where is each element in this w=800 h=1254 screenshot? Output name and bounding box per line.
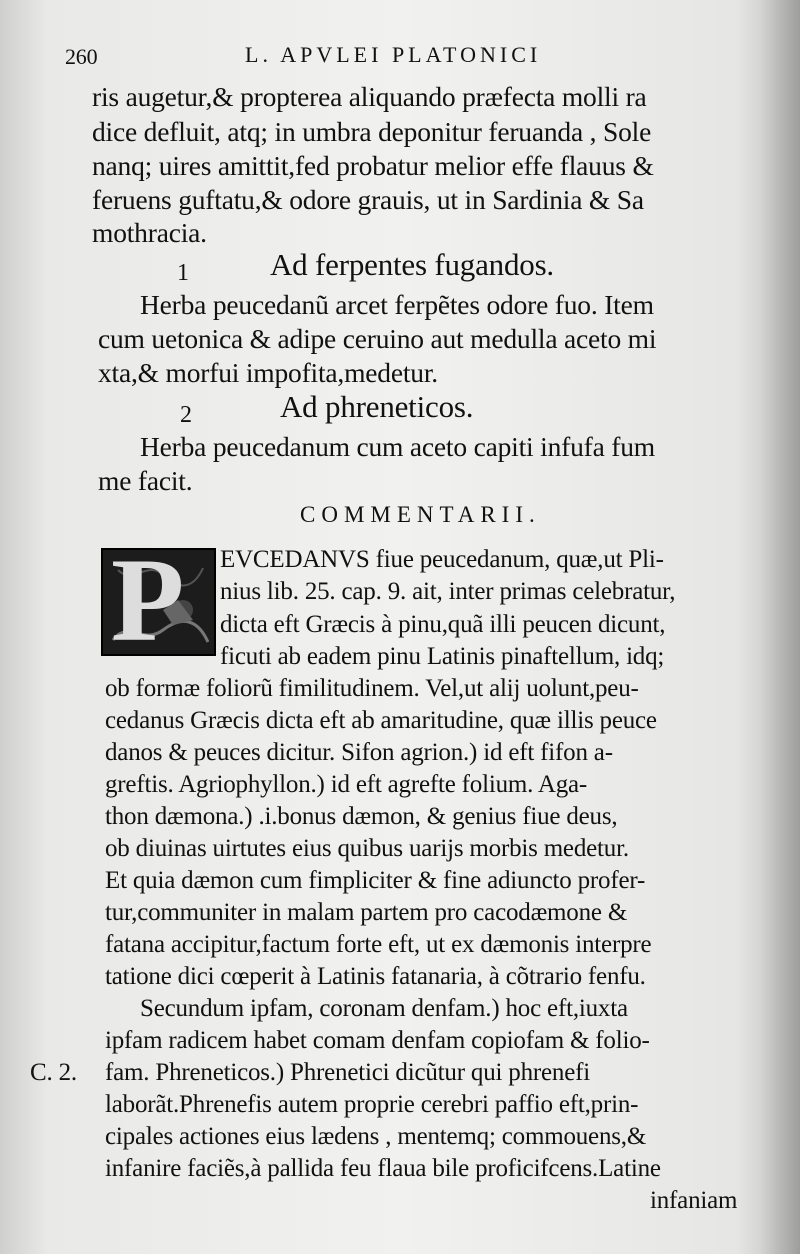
body-line: ficuti ab eadem pinu Latinis pinaftellum, idq; xyxy=(220,643,665,670)
body-line: tatione dici cœperit à Latinis fatanaria, à cõtrario fenfu. xyxy=(105,963,646,990)
section-number: 2 xyxy=(180,402,192,428)
body-line: Herba peucedanũ arcet ferpẽtes odore fuo. Item xyxy=(140,289,654,320)
body-line: cedanus Græcis dicta eft ab amaritudine, quæ illis peuce xyxy=(105,707,657,734)
body-line: infanire faciẽs,à pallida feu flaua bile proficifcens.Latine xyxy=(105,1155,661,1182)
body-line: greftis. Agriophyllon.) id eft agrefte folium. Aga- xyxy=(105,771,588,798)
body-line: nius lib. 25. cap. 9. ait, inter primas celebratur, xyxy=(220,578,676,605)
body-line: fam. Phreneticos.) Phrenetici dicũtur qui phrenefi xyxy=(105,1059,590,1086)
body-line: cipales actiones eius lædens , mentemq; commouens,& xyxy=(105,1123,647,1150)
section-number: 1 xyxy=(177,260,189,286)
body-line: Secundum ipfam, coronam denfam.) hoc eft,iuxta xyxy=(140,995,628,1022)
body-line: nanq; uires amittit,fed probatur melior effe flauus & xyxy=(92,150,654,181)
body-line: Herba peucedanum cum aceto capiti infufa fum xyxy=(140,431,655,462)
body-line: dice defluit, atq; in umbra deponitur feruanda , Sole xyxy=(92,116,652,147)
body-line: feruens guftatu,& odore grauis, ut in Sardinia & Sa xyxy=(92,184,644,215)
body-line: ob diuinas uirtutes eius quibus uarijs morbis medetur. xyxy=(105,835,629,862)
decorated-initial xyxy=(101,548,216,656)
body-line: Et quia dæmon cum fimpliciter & fine adiuncto profer- xyxy=(105,867,646,894)
body-line: cum uetonica & adipe ceruino aut medulla aceto mi xyxy=(98,323,657,354)
body-line: xta,& morfui impofita,medetur. xyxy=(98,357,438,388)
catchword: infaniam xyxy=(650,1187,738,1214)
section-title: Ad phreneticos. xyxy=(280,389,474,424)
body-line: EVCEDANVS fiue peucedanum, quæ,ut Pli- xyxy=(220,546,664,573)
body-line: mothracia. xyxy=(92,217,207,248)
body-line: tur,communiter in malam partem pro cacodæmone & xyxy=(105,899,628,926)
section-title: Ad ferpentes fugandos. xyxy=(270,247,554,282)
body-line: fatana accipitur,factum forte eft, ut ex dæmonis interpre xyxy=(105,931,652,958)
body-line: laborãt.Phrenefis autem proprie cerebri paffio eft,prin- xyxy=(105,1091,639,1118)
commentary-heading: COMMENTARII. xyxy=(300,502,541,527)
margin-note: C. 2. xyxy=(30,1059,77,1086)
body-line: ob formæ foliorũ fimilitudinem. Vel,ut alij uolunt,peu- xyxy=(105,675,639,702)
body-line: thon dæmona.) .i.bonus dæmon, & genius fiue deus, xyxy=(105,803,618,830)
initial-letter: P xyxy=(111,548,185,656)
body-line: ipfam radicem habet comam denfam copiofam & folio- xyxy=(105,1027,650,1054)
body-line: ris augetur,& propterea aliquando præfecta molli ra xyxy=(92,81,647,112)
running-head: L. APVLEI PLATONICI xyxy=(245,42,542,67)
body-line: dicta eft Græcis à pinu,quã illi peucen dicunt, xyxy=(220,611,666,638)
body-line: me facit. xyxy=(98,465,193,496)
page-edge-shadow xyxy=(760,0,800,1254)
body-line: danos & peuces dicitur. Sifon agrion.) id eft fifon a- xyxy=(105,739,613,766)
page-number: 260 xyxy=(65,44,98,69)
